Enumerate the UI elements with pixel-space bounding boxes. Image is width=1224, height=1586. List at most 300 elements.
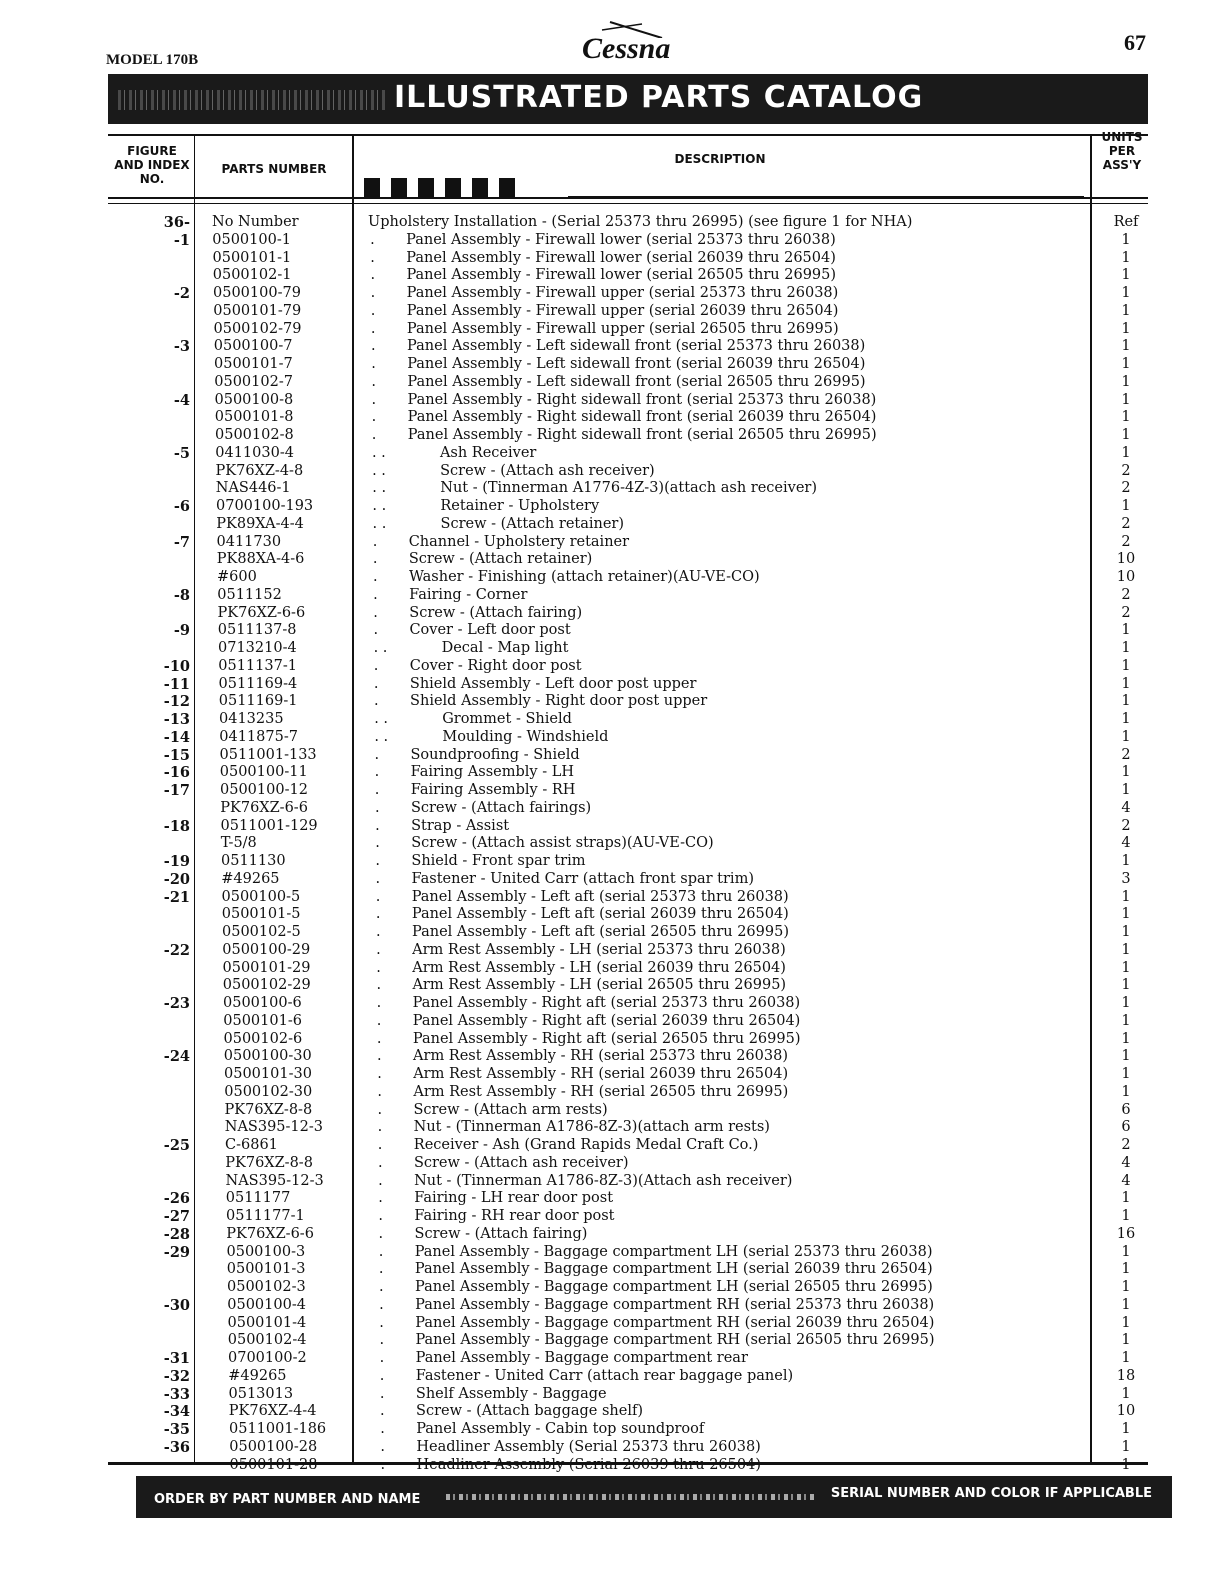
level-dot: . — [379, 1279, 384, 1295]
part-number: 0511137-1 — [218, 657, 297, 674]
level-dot: . — [374, 693, 379, 710]
description: Panel Assembly - Left aft (serial 25373 thru 26038) — [411, 888, 789, 905]
header-units: UNITS PER ASS'Y — [1101, 130, 1143, 172]
level-dot: . — [380, 1456, 386, 1473]
table-row — [0, 995, 1224, 1013]
figure-index: -3 — [173, 338, 190, 356]
part-number: 0500102-1 — [212, 267, 292, 284]
description: Panel Assembly - Right aft (serial 26039 thru 26504) — [412, 1012, 801, 1029]
units-per-assy: 1 — [1121, 338, 1131, 355]
table-row — [0, 1315, 1224, 1333]
units-per-assy: 6 — [1121, 1119, 1131, 1136]
part-number: 0500102-79 — [213, 320, 302, 337]
units-per-assy: 1 — [1121, 302, 1131, 319]
part-number: 0500101-8 — [214, 409, 294, 426]
part-number: 0511152 — [217, 586, 282, 603]
level-dot: . — [380, 1403, 385, 1420]
part-number: 0500100-4 — [227, 1296, 306, 1313]
part-number: 0500100-6 — [223, 995, 302, 1011]
part-number: 0411030-4 — [215, 444, 294, 461]
table-row — [0, 374, 1224, 392]
table-row — [0, 676, 1224, 694]
marker — [499, 178, 515, 198]
part-number: 0500102-5 — [222, 924, 301, 940]
figure-index: -8 — [173, 586, 190, 604]
level-dot: . — [378, 1190, 383, 1207]
table-row — [0, 463, 1224, 481]
description: Screw - (Attach fairing) — [414, 1225, 588, 1242]
units-per-assy: 1 — [1121, 231, 1131, 248]
table-row — [0, 1226, 1224, 1244]
table-row — [0, 1119, 1224, 1137]
description: Nut - (Tinnerman A1786-8Z-3)(attach arm rests) — [413, 1119, 770, 1136]
units-per-assy: 1 — [1121, 622, 1131, 639]
table-row — [0, 1190, 1224, 1208]
level-dot: . — [370, 267, 376, 284]
units-per-assy: 1 — [1121, 711, 1131, 727]
table-top-rule — [108, 134, 1148, 136]
units-per-assy: 1 — [1121, 285, 1131, 301]
figure-index: -27 — [163, 1208, 190, 1225]
level-dot: . — [379, 1296, 384, 1313]
table-row — [0, 693, 1224, 711]
description: Soundproofing - Shield — [410, 746, 580, 763]
description: Fairing Assembly - RH — [410, 782, 576, 798]
part-number: NAS395-12-3 — [224, 1119, 323, 1136]
part-number: 0500101-1 — [212, 249, 292, 266]
part-number: 0500100-79 — [213, 285, 301, 301]
part-number: 0500100-29 — [222, 941, 311, 958]
level-dot: . — [378, 1261, 384, 1278]
figure-index: -9 — [173, 622, 190, 640]
description: Panel Assembly - Firewall upper (serial 26505 thru 26995) — [406, 320, 839, 337]
description: Nut - (Tinnerman A1786-8Z-3)(Attach ash receiver) — [414, 1172, 793, 1189]
table-row — [0, 1137, 1224, 1155]
table-row — [0, 1173, 1224, 1191]
description: Panel Assembly - Baggage compartment LH (serial 26505 thru 26995) — [415, 1279, 933, 1295]
table-row — [0, 960, 1224, 978]
units-per-assy: 16 — [1116, 1225, 1136, 1242]
level-dot: . — [380, 1421, 385, 1437]
footer-left: ORDER BY PART NUMBER AND NAME — [154, 1492, 421, 1507]
level-dot: . . — [372, 462, 386, 479]
description: Fairing Assembly - LH — [410, 764, 574, 781]
marker — [418, 178, 434, 198]
description: Fairing - RH rear door post — [414, 1208, 615, 1224]
table-row — [0, 782, 1224, 800]
table-row — [0, 1066, 1224, 1084]
units-per-assy: 1 — [1121, 409, 1131, 426]
description: Panel Assembly - Baggage compartment rear — [415, 1350, 748, 1366]
units-per-assy: 4 — [1121, 835, 1131, 852]
units-per-assy: 1 — [1121, 427, 1131, 443]
figure-index: -21 — [163, 888, 190, 906]
part-number: 0500102-29 — [222, 977, 311, 994]
units-per-assy: Ref — [1113, 214, 1139, 230]
level-dot: . — [375, 835, 380, 852]
figure-index: -1 — [173, 231, 190, 249]
description: Screw - (Attach ash receiver) — [413, 1154, 629, 1171]
level-dot: . — [376, 1012, 382, 1029]
description: Fairing - Corner — [409, 586, 528, 603]
figure-index: -10 — [163, 657, 190, 675]
units-per-assy: 4 — [1121, 1172, 1131, 1189]
part-number: 0500102-6 — [223, 1030, 303, 1047]
figure-index: 36- — [163, 214, 190, 231]
level-dot: . . — [372, 498, 387, 514]
table-row — [0, 1244, 1224, 1262]
level-dot: . — [375, 817, 380, 834]
table-row — [0, 800, 1224, 818]
description: Panel Assembly - Left sidewall front (serial 26039 thru 26504) — [407, 356, 866, 372]
units-per-assy: 1 — [1121, 1438, 1131, 1455]
cessna-logo — [582, 18, 672, 66]
table-row — [0, 338, 1224, 356]
figure-index: -18 — [163, 817, 190, 835]
description: Shield - Front spar trim — [411, 853, 586, 869]
units-per-assy: 1 — [1121, 373, 1131, 390]
table-row — [0, 871, 1224, 889]
part-number: #600 — [217, 569, 257, 585]
part-number: PK76XZ-8-8 — [225, 1154, 313, 1171]
level-dot: . — [370, 249, 375, 266]
units-per-assy: 1 — [1121, 675, 1131, 692]
table-row — [0, 605, 1224, 623]
figure-index: -7 — [173, 533, 190, 551]
units-per-assy: 2 — [1121, 746, 1131, 763]
level-dot: . — [376, 995, 382, 1011]
units-per-assy: 1 — [1121, 356, 1131, 372]
level-dot: . — [374, 799, 380, 816]
units-per-assy: 2 — [1121, 604, 1131, 621]
table-row — [0, 267, 1224, 285]
description: Decal - Map light — [441, 640, 569, 656]
description: Receiver - Ash (Grand Rapids Medal Craft Co.) — [413, 1137, 759, 1153]
part-number: 0511001-186 — [229, 1421, 327, 1437]
table-row — [0, 445, 1224, 463]
part-number: 0500101-3 — [226, 1261, 306, 1278]
table-row — [0, 285, 1224, 303]
part-number: NAS395-12-3 — [225, 1172, 324, 1189]
units-per-assy: 2 — [1121, 462, 1131, 479]
level-dot: . — [379, 1314, 384, 1331]
marker — [391, 178, 407, 198]
level-dot: . — [370, 302, 376, 319]
description: Panel Assembly - Left aft (serial 26505 thru 26995) — [412, 924, 789, 940]
part-number: 0500100-12 — [220, 782, 308, 798]
table-row — [0, 835, 1224, 853]
description: Strap - Assist — [411, 817, 510, 834]
units-per-assy: 3 — [1121, 870, 1131, 887]
level-dot: . — [380, 1438, 385, 1455]
table-row — [0, 1031, 1224, 1049]
description: Arm Rest Assembly - RH (serial 26505 thru 26995) — [413, 1083, 789, 1100]
part-number: 0411875-7 — [219, 728, 298, 745]
level-dot: . — [375, 870, 381, 887]
part-number: 0500100-1 — [212, 231, 291, 248]
table-row — [0, 818, 1224, 836]
page-title: ILLUSTRATED PARTS CATALOG — [394, 80, 924, 115]
units-per-assy: 4 — [1121, 1154, 1131, 1171]
description: Panel Assembly - Left sidewall front (serial 26505 thru 26995) — [407, 373, 866, 390]
figure-index: -30 — [163, 1296, 190, 1314]
level-dot: . — [371, 391, 377, 408]
figure-index: -32 — [163, 1367, 190, 1385]
description: Panel Assembly - Right sidewall front (serial 26505 thru 26995) — [407, 427, 877, 443]
level-dot: . . — [373, 640, 388, 656]
figure-index: -24 — [163, 1048, 190, 1066]
description: Screw - (Attach retainer) — [408, 551, 593, 568]
part-number: 0500102-4 — [227, 1332, 307, 1349]
figure-index: -28 — [163, 1225, 190, 1243]
description: Moulding - Windshield — [442, 728, 609, 745]
part-number: 0500100-7 — [213, 338, 293, 355]
part-number: 0500102-8 — [215, 427, 294, 443]
table-row — [0, 1297, 1224, 1315]
description: Arm Rest Assembly - LH (serial 26505 thru 26995) — [412, 977, 787, 994]
table-row — [0, 427, 1224, 445]
part-number: PK76XZ-6-6 — [220, 799, 308, 816]
table-row — [0, 1279, 1224, 1297]
banner-texture — [118, 90, 388, 110]
units-per-assy: 1 — [1121, 977, 1131, 994]
part-number: 0713210-4 — [218, 640, 297, 656]
description: Panel Assembly - Firewall lower (serial 26505 thru 26995) — [406, 267, 837, 284]
table-row — [0, 658, 1224, 676]
units-per-assy: 1 — [1121, 782, 1131, 798]
level-dot: . — [378, 1225, 384, 1242]
level-dot: . — [378, 1243, 384, 1260]
description: Panel Assembly - Right sidewall front (serial 25373 thru 26038) — [407, 391, 877, 408]
figure-index: -2 — [173, 285, 190, 302]
level-dot: . — [375, 888, 381, 905]
description: Panel Assembly - Left sidewall front (serial 25373 thru 26038) — [407, 338, 866, 355]
part-number: 0511177-1 — [226, 1208, 305, 1224]
part-number: 0500100-28 — [229, 1438, 318, 1455]
description: Washer - Finishing (attach retainer)(AU-VE-CO) — [409, 569, 760, 585]
level-dot: . — [378, 1172, 383, 1189]
description: Fastener - United Carr (attach front spar trim) — [411, 870, 754, 887]
units-per-assy: 1 — [1121, 1456, 1131, 1473]
level-dot: . . — [372, 515, 387, 532]
footer-banner — [136, 1476, 1172, 1518]
units-per-assy: 1 — [1121, 640, 1131, 656]
table-row — [0, 250, 1224, 268]
level-dot: . — [371, 427, 377, 443]
units-per-assy: 2 — [1121, 586, 1131, 603]
level-dot: . — [376, 1030, 382, 1047]
description: Nut - (Tinnerman A1776-4Z-3)(attach ash receiver) — [440, 480, 817, 497]
part-number: PK88XA-4-6 — [216, 551, 305, 568]
level-dot: . — [375, 906, 381, 923]
table-row — [0, 214, 1224, 232]
units-per-assy: 2 — [1121, 817, 1131, 834]
table-row — [0, 480, 1224, 498]
description: Retainer - Upholstery — [440, 498, 600, 514]
indent-markers — [364, 178, 526, 202]
units-per-assy: 1 — [1121, 728, 1131, 745]
units-per-assy: 1 — [1121, 906, 1131, 923]
units-per-assy: 18 — [1116, 1367, 1136, 1384]
part-number: 0411730 — [216, 533, 282, 550]
description: Panel Assembly - Right aft (serial 25373 thru 26038) — [412, 995, 801, 1011]
description: Screw - (Attach ash receiver) — [440, 462, 655, 479]
level-dot: . — [374, 746, 380, 763]
table-row — [0, 551, 1224, 569]
header-figure: FIGURE AND INDEX NO. — [114, 144, 190, 186]
figure-index: -26 — [163, 1190, 190, 1208]
figure-index: -33 — [163, 1385, 190, 1403]
description: Screw - (Attach fairings) — [410, 799, 592, 816]
table-row — [0, 942, 1224, 960]
units-per-assy: 6 — [1121, 1101, 1131, 1118]
marker — [445, 178, 461, 198]
part-number: 0700100-2 — [228, 1350, 307, 1366]
description: Panel Assembly - Firewall upper (serial 25373 thru 26038) — [406, 285, 839, 301]
table-row — [0, 711, 1224, 729]
level-dot: . — [371, 338, 376, 355]
description: Cover - Right door post — [409, 657, 582, 674]
description: Panel Assembly - Right sidewall front (serial 26039 thru 26504) — [407, 409, 877, 426]
figure-index: -13 — [163, 711, 190, 728]
table-row — [0, 1155, 1224, 1173]
level-dot: . — [379, 1385, 385, 1402]
table-row — [0, 587, 1224, 605]
table-row — [0, 747, 1224, 765]
description: Panel Assembly - Baggage compartment LH (serial 26039 thru 26504) — [414, 1261, 933, 1278]
table-row — [0, 1208, 1224, 1226]
table-row — [0, 1332, 1224, 1350]
table-row — [0, 516, 1224, 534]
units-per-assy: 10 — [1116, 569, 1136, 585]
figure-index: -15 — [163, 746, 190, 764]
part-number: PK89XA-4-4 — [216, 515, 304, 532]
level-dot: . . — [374, 711, 389, 727]
part-number: #49265 — [228, 1367, 287, 1384]
description: Screw - (Attach arm rests) — [413, 1101, 608, 1118]
part-number: 0500101-5 — [221, 906, 301, 923]
description: Headliner Assembly (Serial 26039 thru 26504) — [416, 1456, 761, 1473]
description: Arm Rest Assembly - LH (serial 25373 thru 26038) — [412, 941, 786, 958]
part-number: PK76XZ-6-6 — [226, 1225, 314, 1242]
units-per-assy: 1 — [1121, 267, 1131, 284]
level-dot: . — [373, 657, 379, 674]
units-per-assy: 1 — [1121, 853, 1131, 869]
header-parts-number: PARTS NUMBER — [221, 162, 327, 176]
description: Cover - Left door post — [409, 622, 571, 639]
units-per-assy: 1 — [1121, 1350, 1131, 1366]
level-dot: . — [379, 1350, 385, 1366]
part-number: 0500100-3 — [226, 1243, 306, 1260]
description: Screw - (Attach retainer) — [440, 515, 625, 532]
figure-index: -16 — [163, 764, 190, 782]
units-per-assy: 1 — [1121, 1314, 1131, 1331]
units-per-assy: 1 — [1121, 498, 1131, 514]
units-per-assy: 2 — [1121, 1137, 1131, 1153]
units-per-assy: 1 — [1121, 1190, 1131, 1207]
part-number: 0500100-30 — [223, 1048, 312, 1065]
level-dot: . — [376, 977, 382, 994]
table-row — [0, 889, 1224, 907]
description: Screw - (Attach baggage shelf) — [416, 1403, 644, 1420]
units-per-assy: 10 — [1116, 1403, 1136, 1420]
part-number: 0500101-30 — [224, 1066, 312, 1082]
units-per-assy: 1 — [1121, 959, 1131, 976]
part-number: C-6861 — [225, 1137, 278, 1153]
description: Panel Assembly - Left aft (serial 26039 thru 26504) — [411, 906, 789, 923]
units-per-assy: 1 — [1121, 888, 1131, 905]
part-number: #49265 — [221, 870, 280, 887]
units-per-assy: 1 — [1121, 1279, 1131, 1295]
description: Headliner Assembly (Serial 25373 thru 26038) — [416, 1438, 761, 1455]
level-dot: . — [374, 764, 380, 781]
figure-index: -19 — [163, 853, 190, 870]
level-dot: . — [377, 1119, 383, 1136]
part-number: 0413235 — [219, 711, 284, 727]
description: Channel - Upholstery retainer — [408, 533, 630, 550]
description: Panel Assembly - Baggage compartment RH (serial 26039 thru 26504) — [415, 1314, 935, 1331]
figure-index: -31 — [163, 1350, 190, 1367]
part-number: No Number — [212, 214, 299, 230]
part-number: 0500101-79 — [213, 302, 302, 319]
table-row — [0, 764, 1224, 782]
description: Screw - (Attach fairing) — [409, 604, 583, 621]
level-dot: . — [375, 853, 380, 869]
part-number: 0500100-11 — [219, 764, 308, 781]
header-rule-1 — [108, 197, 1148, 199]
description: Screw - (Attach assist straps)(AU-VE-CO) — [411, 835, 714, 852]
table-row — [0, 232, 1224, 250]
level-dot: . — [373, 586, 378, 603]
level-dot: . — [377, 1048, 382, 1065]
description: Upholstery Installation - (Serial 25373 thru 26995) (see figure 1 for NHA) — [368, 214, 913, 230]
units-per-assy: 1 — [1121, 391, 1131, 408]
description: Panel Assembly - Firewall lower (serial 26039 thru 26504) — [406, 249, 836, 266]
table-row — [0, 356, 1224, 374]
units-per-assy: 1 — [1121, 249, 1131, 266]
table-row — [0, 1102, 1224, 1120]
units-per-assy: 1 — [1121, 1243, 1131, 1260]
table-row — [0, 1013, 1224, 1031]
level-dot: . — [371, 409, 377, 426]
level-dot: . — [371, 373, 376, 390]
part-number: 0500102-3 — [227, 1279, 306, 1295]
level-dot: . . — [372, 480, 387, 497]
part-number: 0500100-5 — [221, 888, 301, 905]
description: Arm Rest Assembly - RH (serial 26039 thru 26504) — [413, 1066, 789, 1082]
units-per-assy: 1 — [1121, 941, 1131, 958]
level-dot: . — [377, 1154, 383, 1171]
figure-index: -34 — [163, 1403, 190, 1421]
part-number: 0700100-193 — [216, 498, 314, 514]
level-dot: . — [373, 675, 379, 692]
part-number: 0500101-6 — [223, 1012, 302, 1029]
part-number: 0500102-7 — [214, 373, 293, 390]
part-number: 0500101-28 — [229, 1456, 318, 1473]
units-per-assy: 2 — [1121, 533, 1131, 550]
footer-texture — [446, 1494, 816, 1500]
table-row — [0, 1403, 1224, 1421]
figure-index: -25 — [163, 1137, 190, 1154]
description: Panel Assembly - Right aft (serial 26505 thru 26995) — [412, 1030, 801, 1047]
level-dot: . — [371, 356, 376, 372]
title-banner — [108, 74, 1148, 124]
part-number: 0500102-30 — [224, 1083, 313, 1100]
table-row — [0, 622, 1224, 640]
units-per-assy: 1 — [1121, 1332, 1131, 1349]
description: Panel Assembly - Baggage compartment LH (serial 25373 thru 26038) — [414, 1243, 933, 1260]
level-dot: . — [377, 1083, 382, 1100]
